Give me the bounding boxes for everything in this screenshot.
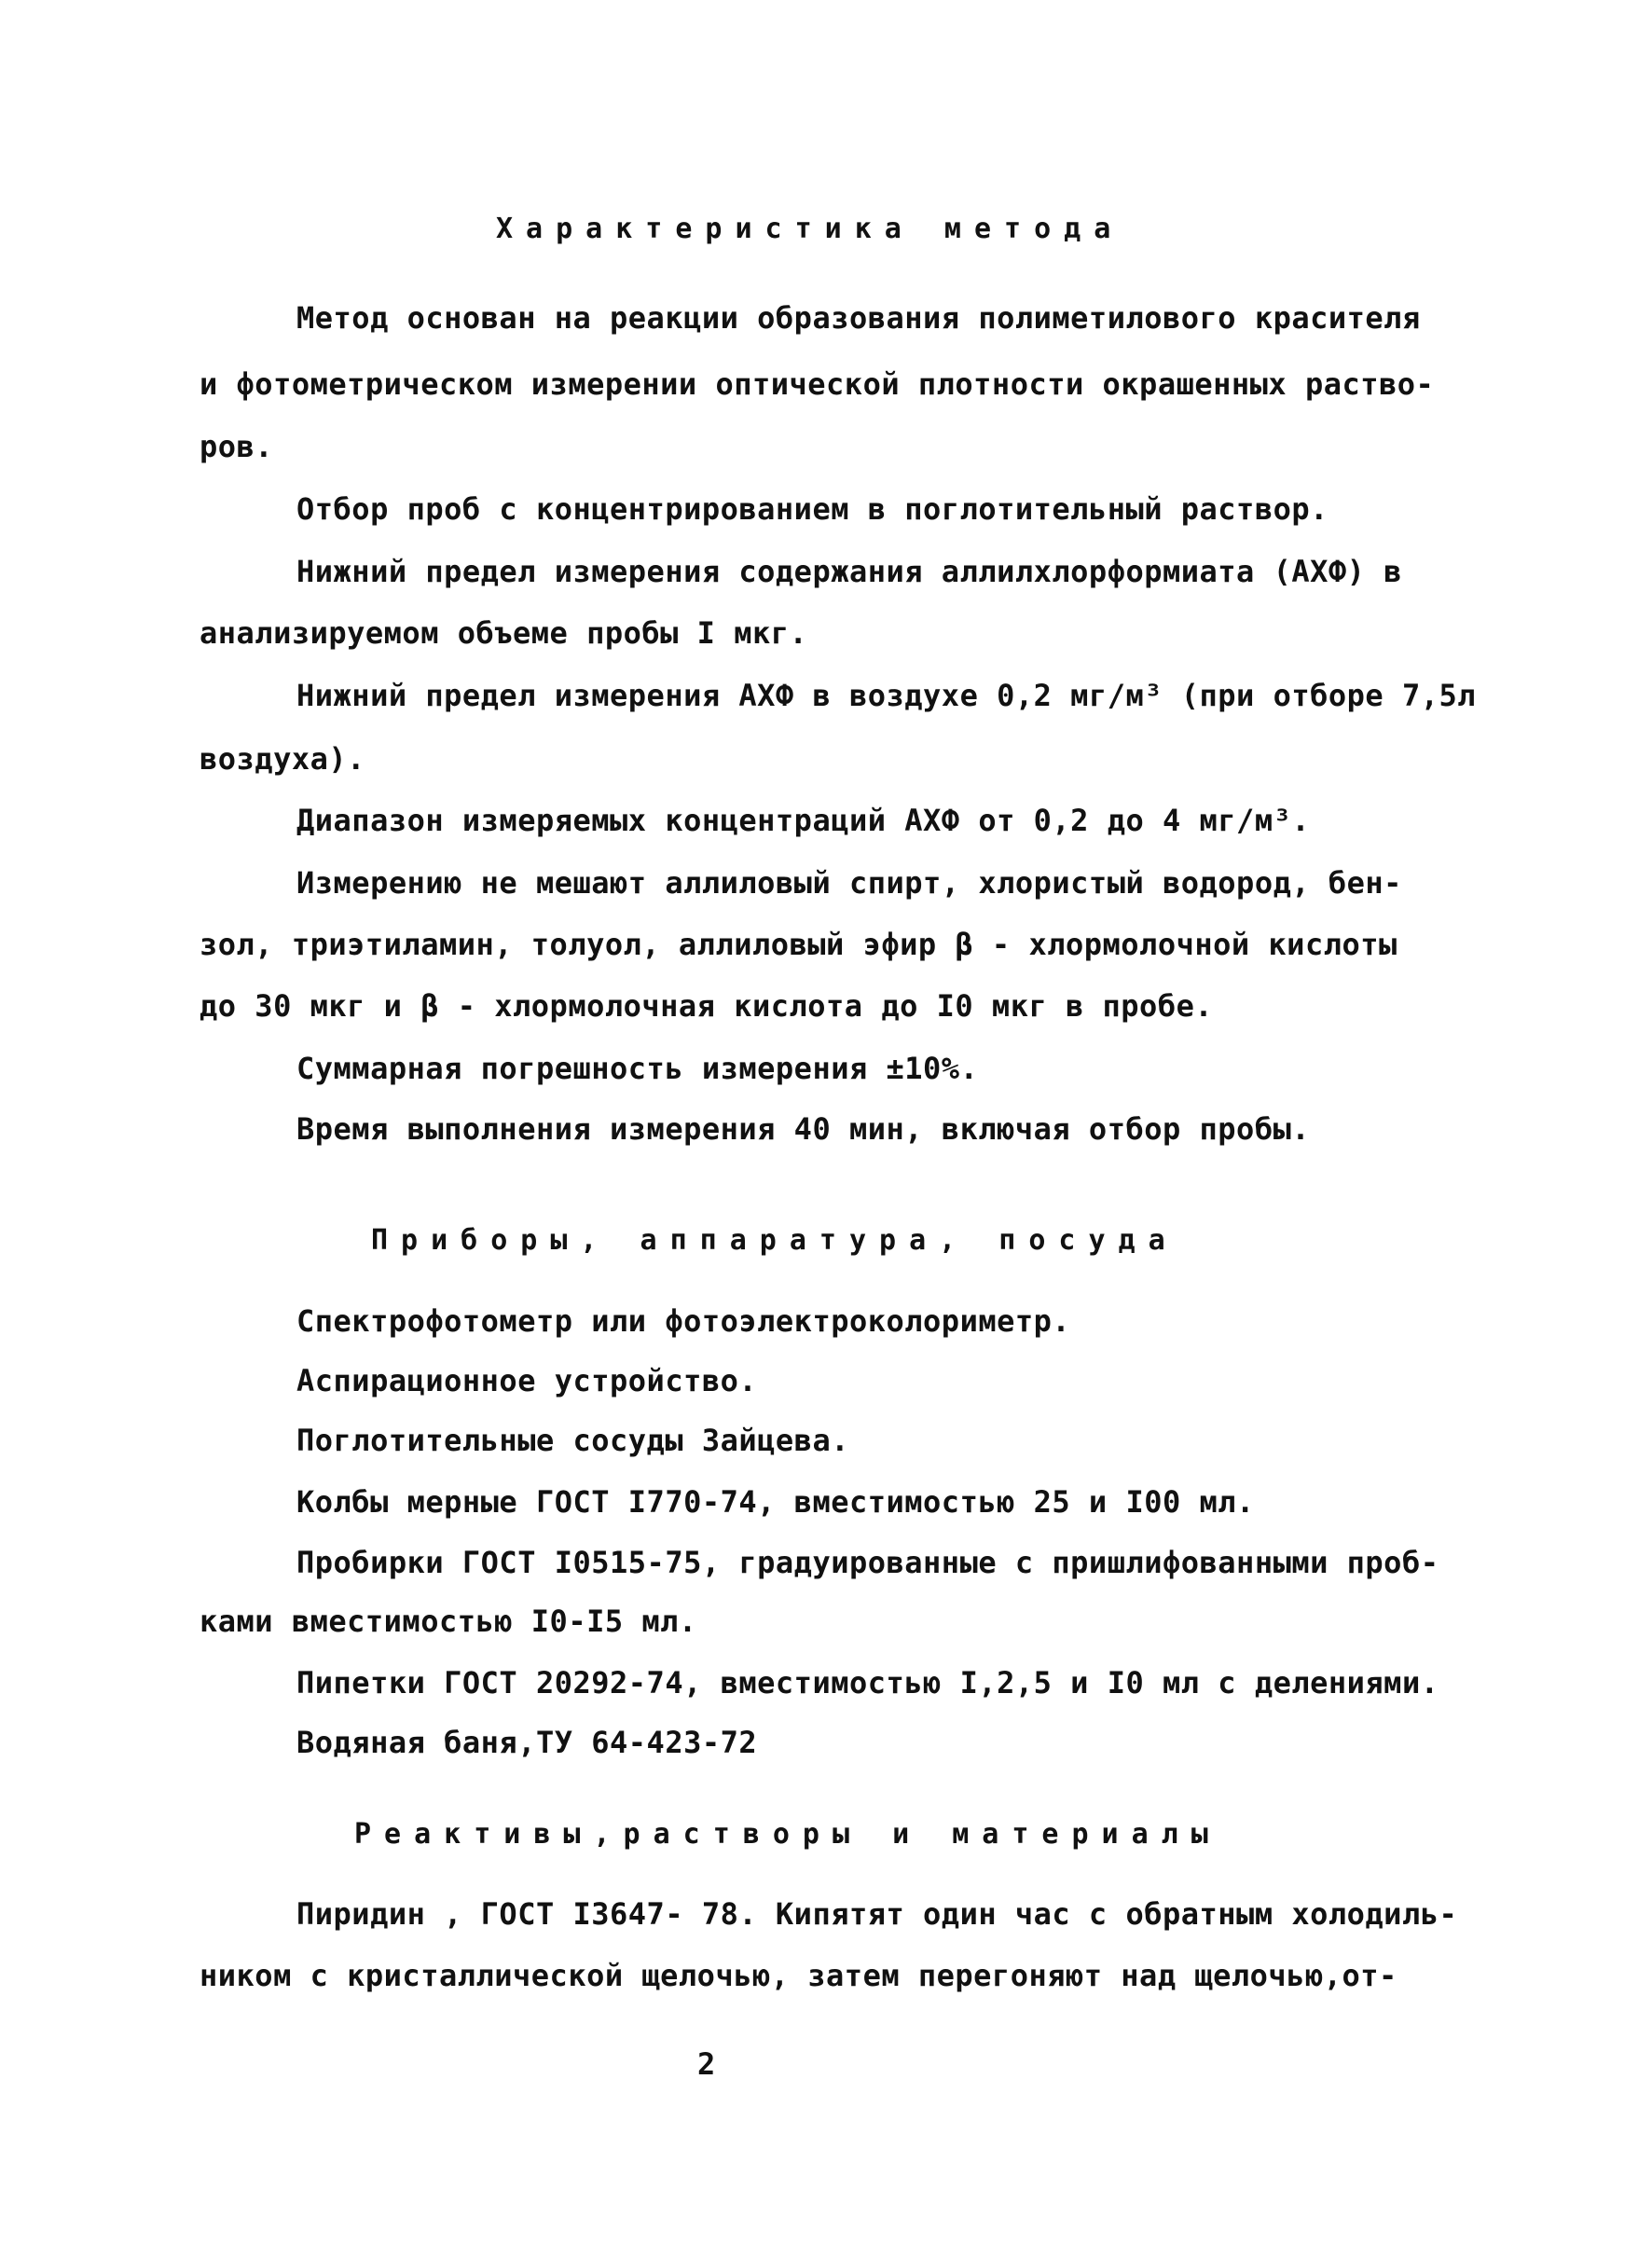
- section-heading: Приборы, аппаратура, посуда: [371, 1224, 1178, 1257]
- text-line: Водяная баня,ТУ 64-423-72: [296, 1725, 758, 1760]
- text-line: зол, триэтиламин, толуол, аллиловый эфир β - хлормолочной кислоты: [200, 927, 1397, 962]
- text-line: ками вместимостью I0-I5 мл.: [200, 1604, 697, 1639]
- section-heading: Характеристика метода: [496, 213, 1124, 245]
- text-line: Нижний предел измерения содержания аллилхлорформиата (АХФ) в: [296, 554, 1402, 589]
- text-line: Нижний предел измерения АХФ в воздухе 0,2 мг/м³ (при отборе 7,5л: [296, 678, 1476, 713]
- text-line: Диапазон измеряемых концентраций АХФ от 0,2 до 4 мг/м³.: [296, 803, 1311, 838]
- text-line: Суммарная погрешность измерения ±10%.: [296, 1051, 979, 1086]
- text-line: Измерению не мешают аллиловый спирт, хлористый водород, бен-: [296, 865, 1402, 901]
- text-line: до 30 мкг и β - хлормолочная кислота до I0 мкг в пробе.: [200, 988, 1214, 1024]
- text-line: и фотометрическом измерении оптической плотности окрашенных раство-: [200, 366, 1435, 402]
- text-line: Колбы мерные ГОСТ I770-74, вместимостью 25 и I00 мл.: [296, 1484, 1255, 1520]
- page-number: 2: [697, 2046, 716, 2082]
- text-line: ров.: [200, 429, 274, 464]
- text-line: воздуха).: [200, 741, 365, 777]
- text-line: Пиридин , ГОСТ I3647- 78. Кипятят один час с обратным холодиль-: [296, 1896, 1458, 1932]
- text-line: Пипетки ГОСТ 20292-74, вместимостью I,2,5 и I0 мл с делениями.: [296, 1665, 1439, 1700]
- text-line: Спектрофотометр или фотоэлектроколориметр.: [296, 1303, 1071, 1339]
- section-heading: Реактивы,растворы и материалы: [354, 1818, 1221, 1851]
- text-line: Отбор проб с концентрированием в поглотительный раствор.: [296, 491, 1328, 527]
- text-line: Поглотительные сосуды Зайцева.: [296, 1423, 849, 1458]
- text-line: Время выполнения измерения 40 мин, включая отбор пробы.: [296, 1111, 1311, 1147]
- text-line: Аспирационное устройство.: [296, 1363, 758, 1398]
- text-line: Метод основан на реакции образования полиметилового красителя: [296, 300, 1421, 336]
- text-line: ником с кристаллической щелочью, затем перегоняют над щелочью,от-: [200, 1958, 1397, 1993]
- text-line: анализируемом объеме пробы I мкг.: [200, 615, 808, 651]
- text-line: Пробирки ГОСТ I0515-75, градуированные с пришлифованными проб-: [296, 1545, 1439, 1580]
